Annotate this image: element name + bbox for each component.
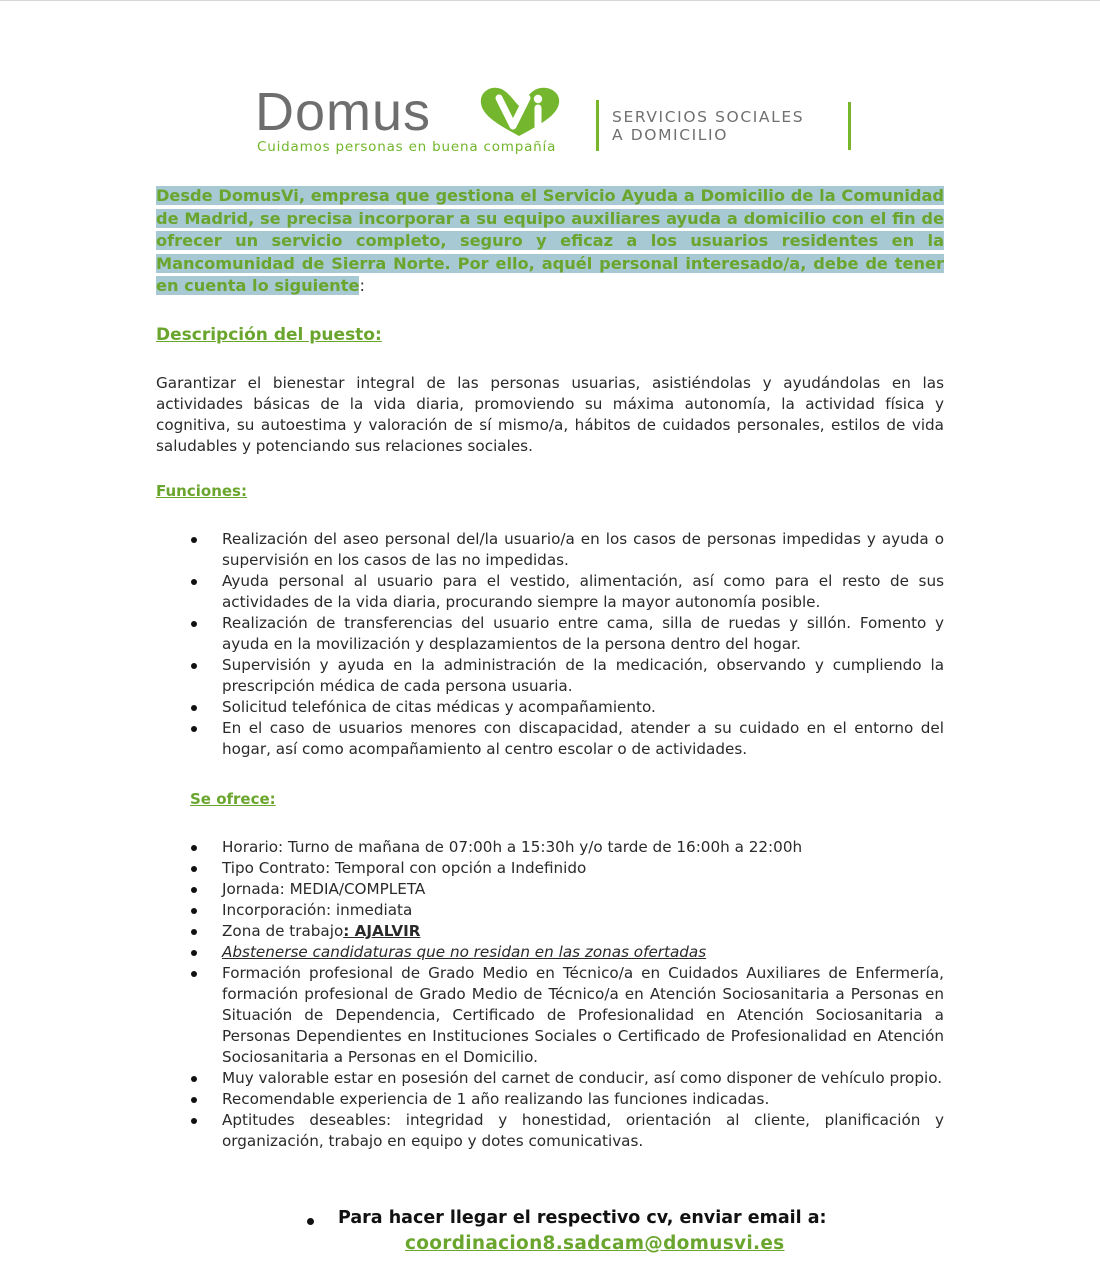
functions-heading: Funciones: [156,482,247,500]
offer-schedule: Horario: Turno de mañana de 07:00h a 15:30h y/o tarde de 16:00h a 22:00h [222,837,944,858]
heart-vi-icon [475,84,565,140]
offer-training: Formación profesional de Grado Medio en Técnico/a en Cuidados Auxiliares de Enfermería, formación profesional de Grado Medio de Técnico/a en Atención Sociosanitaria a Personas en Situación de Dependencia, Certificado de Profesionalidad en Atención Sociosanitaria a Personas Dependientes en Instituciones Sociales o Certificado de Profesionalidad en Atención Sociosanitaria a Personas en el Domicilio. [222,964,944,1066]
function-item: Solicitud telefónica de citas médicas y acompañamiento. [222,697,944,718]
header-divider-left [596,100,599,151]
division-line-1: SERVICIOS SOCIALES [612,108,805,126]
abstain-note: Abstenerse candidaturas que no residan en las zonas ofertadas [222,943,707,961]
division-line-2: A DOMICILIO [612,126,729,144]
function-item: Realización de transferencias del usuario entre cama, silla de ruedas y sillón. Fomento y ayuda en la movilización y desplazamientos de la persona dentro del hogar. [222,614,944,653]
function-item: Realización del aseo personal del/la usuario/a en los casos de personas impedidas y ayuda o supervisión en los casos de las no impedidas. [222,530,944,569]
offer-license: Muy valorable estar en posesión del carnet de conducir, así como disponer de vehículo propio. [222,1069,943,1087]
offer-contract: Tipo Contrato: Temporal con opción a Indefinido [222,858,944,879]
offer-workday: Jornada: MEDIA/COMPLETA [222,879,944,900]
domusvi-logo [255,82,575,157]
logo-tagline: Cuidamos personas en buena compañía [257,139,557,155]
offer-skills: Aptitudes deseables: integridad y honestidad, orientación al cliente, planificación y organización, trabajo en equipo y dotes comunicativas. [222,1111,944,1150]
offer-experience: Recomendable experiencia de 1 año realizando las funciones indicadas. [222,1089,944,1110]
header-divider-right [848,102,851,150]
intro-tail: : [359,276,365,295]
intro-paragraph [156,185,944,298]
division-title [612,108,804,144]
zone-label: Zona de trabajo [222,922,344,940]
function-item: Supervisión y ayuda en la administración de la medicación, observando y cumpliendo la prescripción médica de cada persona usuaria. [222,656,944,695]
logo-wordmark: Domus [255,82,432,142]
description-heading: Descripción del puesto: [156,325,382,345]
function-item: Ayuda personal al usuario para el vestido, alimentación, así como para el resto de sus actividades de la vida diaria, procurando siempre la mayor autonomía posible. [222,572,944,611]
offer-heading: Se ofrece: [190,790,276,808]
intro-highlighted-text: Desde DomusVi, empresa que gestiona el Servicio Ayuda a Domicilio de la Comunidad de Madrid, se precisa incorporar a su equipo auxiliares ayuda a domicilio con el fin de ofrecer un servicio completo, seguro y eficaz a los usuarios residentes en la Mancomunidad de Sierra Norte. Por ello, aquél personal interesado/a, debe de tener en cuenta lo siguiente [156,186,944,295]
offer-start: Incorporación: inmediata [222,900,944,921]
description-text: Garantizar el bienestar integral de las personas usuarias, asistiéndolas y ayudándolas en las actividades básicas de la vida diaria, promoviendo su máxima autonomía, la actividad física y cognitiva, su autoestima y valoración de sí mismo/a, hábitos de cuidados personales, estilos de vida saludables y potenciando sus relaciones sociales. [156,374,944,455]
offer-list [222,837,944,1152]
functions-list [222,529,944,760]
contact-bullet [307,1218,314,1225]
contact-text: Para hacer llegar el respectivo cv, enviar email a: [338,1208,827,1228]
offer-zone [222,921,944,942]
offer-abstain [222,942,944,963]
contact-email-link[interactable]: coordinacion8.sadcam@domusvi.es [405,1233,785,1254]
zone-value: : AJALVIR [343,922,421,940]
function-item: En el caso de usuarios menores con discapacidad, atender a su cuidado en el entorno del hogar, así como acompañamiento al centro escolar o de actividades. [222,719,944,758]
